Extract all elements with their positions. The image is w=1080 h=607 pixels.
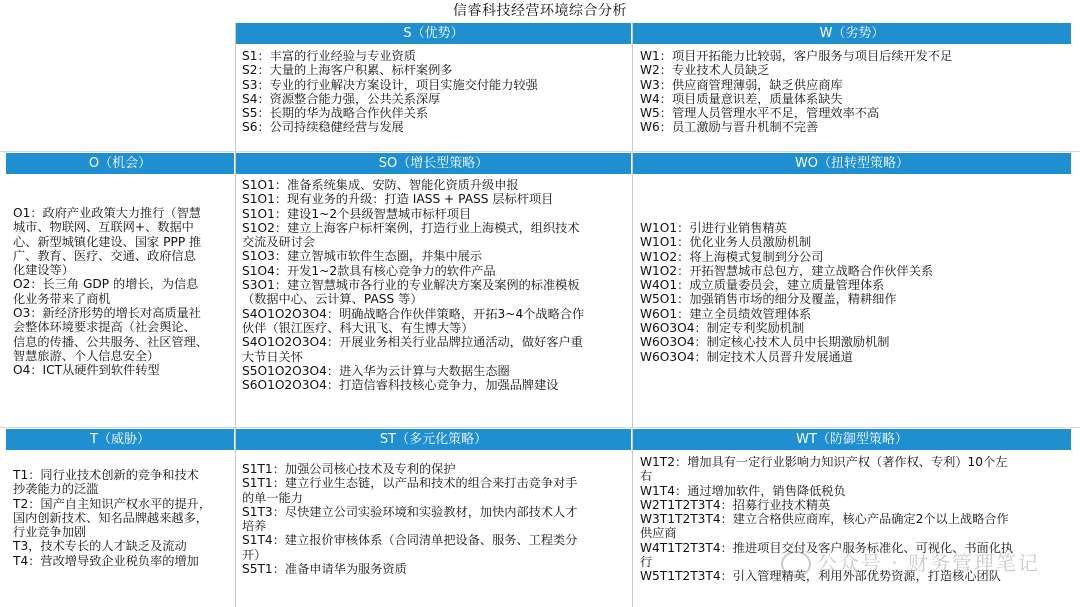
list-line: O2：长三角 GDP 的增长，为信息 [13,277,199,292]
list-line: W4O1：成立质量委员会，建立质量管理体系 [640,278,885,293]
list-line: S5O1O2O3O4：进入华为云计算与大数据生态圈 [242,363,510,378]
header-weaknesses: W（劣势） [633,23,1071,44]
header-wt: WT（防御型策略） [633,429,1071,450]
list-line: W2T1T2T3T4：招募行业技术精英 [640,497,831,512]
list-line: W6O1：建立全员绩效管理体系 [640,306,812,321]
list-line: 智慧旅游、个人信息安全） [13,348,160,363]
list-line: S3O1：建立智慧城市各行业的专业解决方案及案例的标准模板 [242,278,580,293]
list-line: S2：大量的上海客户积累、标杆案例多 [242,63,453,78]
opportunities-list [13,206,235,426]
list-line: 的单一能力 [242,490,303,505]
list-line: O3：新经济形势的增长对高质量社 [13,306,201,321]
list-line: 广、教育、医疗、交通、政府信息 [13,248,196,263]
watermark [781,547,1040,578]
list-line: W1T2：增加具有一定行业影响力知识产权（著作权、专利）10个左 [640,455,1008,469]
list-line: S1O1：现有业务的升级：打造 IASS + PASS 层标杆项目 [242,192,554,207]
list-line: 行业竞争加剧 [13,525,87,540]
list-line: O1：政府产业政策大力推行（智慧 [13,206,201,220]
list-line: W1T4：通过增加软件，销售降低税负 [640,483,846,498]
list-line: 心、新型城镇化建设、国家 PPP 推 [13,234,202,249]
list-line: 抄袭能力的泛滥 [13,482,99,497]
list-line: W4T1T2T3T4：推进项目交付及客户服务标准化、可视化、书面化执 [640,540,1014,555]
list-line: S1O2：建立上海客户标杆案例，打造行业上海模式，组织技术 [242,220,580,235]
list-line: W6O3O4：制定专利奖励机制 [640,321,805,336]
list-line: 供应商 [640,526,677,541]
header-opportunities: O（机会） [6,153,234,174]
list-line: W6O3O4：制定技术人员晋升发展通道 [640,349,853,364]
list-line: 大节日关怀 [242,349,303,364]
list-line: 化业务带来了商机 [13,291,111,306]
list-line: 国内创新技术、知名品牌越来越多， [13,510,208,525]
list-line: W3：供应商管理薄弱，缺乏供应商库 [640,77,843,92]
list-line: 交流及研讨会 [242,235,316,250]
list-line: S3：专业的行业解决方案设计，项目实施交付能力较强 [242,77,538,92]
list-line: S1O1：建设1~2个县级智慧城市标杆项目 [242,206,472,221]
list-line: S1T4：建立报价审核体系（合同清单把设备、服务、工程类分 [242,533,578,548]
st-strategies-list [242,462,630,602]
list-line: W5：管理人员管理水平不足，管理效率不高 [640,106,880,121]
list-line: 化建设等） [13,263,74,278]
list-line: 伙伴（银江医疗、科大讯飞、有生博大等） [242,320,474,335]
list-line: 开） [242,547,267,562]
weaknesses-list [640,49,1072,151]
wechat-icon [781,551,811,577]
wt-strategies-list [640,455,1072,605]
list-line: S4O1O2O3O4：明确战略合作伙伴策略，开拓3~4个战略合作 [242,306,585,321]
list-line: W1O1：优化业务人员激励机制 [640,235,812,250]
page-title: 信睿科技经营环境综合分析 [453,3,627,19]
list-line: S5T1：准备申请华为服务资质 [242,562,407,577]
list-line: S1T3：尽快建立公司实验环境和实验教材，加快内部技术人才 [242,504,578,519]
list-line: S5：长期的华为战略合作伙伴关系 [242,106,429,121]
list-line: S6O1O2O3O4：打造信睿科技核心竞争力，加强品牌建设 [242,378,559,393]
list-line: S1：丰富的行业经验与专业资质 [242,49,416,63]
list-line: 城市、物联网、互联网+、数据中 [13,220,194,235]
list-line: W1O1：引进行业销售精英 [640,221,787,235]
row-divider [0,151,1080,152]
list-line: S1O4：开发1~2款具有核心竞争力的软件产品 [242,263,496,278]
header-st: ST（多元化策略） [236,429,631,450]
list-line: 行 [640,555,653,570]
list-line: W6O3O4：制定核心技术人员中长期激励机制 [640,335,890,350]
list-line: 信息的传播、公共服务、社区管理、 [13,334,208,349]
list-line: S4O1O2O3O4：开展业务相关行业品牌拉通活动，做好客户重 [242,335,583,350]
list-line: 会整体环境要求提高（社会舆论、 [13,320,196,335]
list-line: S1O3：建立智城市软件生态圈，并集中展示 [242,249,483,264]
header-threats: T（威胁） [6,429,234,450]
list-line: W5O1：加强销售市场的细分及覆盖，精耕细作 [640,292,897,307]
list-line: （数据中心、云计算、PASS 等） [242,292,423,307]
list-line: W1O2：将上海模式复制到分公司 [640,249,824,264]
list-line: W5T1T2T3T4：引入管理精英，利用外部优势资源，打造核心团队 [640,569,1001,584]
list-line: W1：项目开拓能力比较弱，客户服务与项目后续开发不足 [640,49,953,63]
list-line: S1T1：建立行业生态链，以产品和技术的组合来打击竞争对手 [242,476,578,491]
list-line: W4：项目质量意识差，质量体系缺失 [640,91,843,106]
list-line: T1：同行业技术创新的竞争和技术 [13,468,199,482]
list-line: W6：员工激励与晋升机制不完善 [640,120,819,135]
list-line: O4：ICT从硬件到软件转型 [13,363,160,378]
list-line: 右 [640,469,653,484]
header-so: SO（增长型策略） [236,153,631,174]
list-line: S1O1：准备系统集成、安防、智能化资质升级申报 [242,178,519,192]
list-line: T3，技术专长的人才缺乏及流动 [13,539,187,554]
column-divider [632,22,633,607]
header-wo: WO（扭转型策略） [633,153,1071,174]
threats-list [13,468,235,586]
header-strengths: S（优势） [236,23,631,44]
list-line: 培养 [242,519,267,534]
list-line: W3T1T2T3T4：建立合格供应商库，核心产品确定2个以上战略合作 [640,512,1009,527]
row-divider [0,427,1080,428]
list-line: W2：专业技术人员缺乏 [640,63,770,78]
list-line: S6：公司持续稳健经营与发展 [242,120,404,135]
list-line: S1T1：加强公司核心技术及专利的保护 [242,462,456,476]
strengths-list [242,49,630,151]
watermark-text: 公众号 · 财务管理笔记 [816,550,1040,575]
wo-strategies-list [640,221,1072,391]
list-line: S4：资源整合能力强，公共关系深厚 [242,91,441,106]
list-line: T4：营改增导致企业税负率的增加 [13,553,199,568]
swot-table [0,22,1080,607]
column-divider [235,22,236,607]
list-line: W1O2：开拓智慧城市总包方，建立战略合作伙伴关系 [640,263,934,278]
so-strategies-list [242,178,630,428]
list-line: T2：国产自主知识产权水平的提升， [13,496,212,511]
